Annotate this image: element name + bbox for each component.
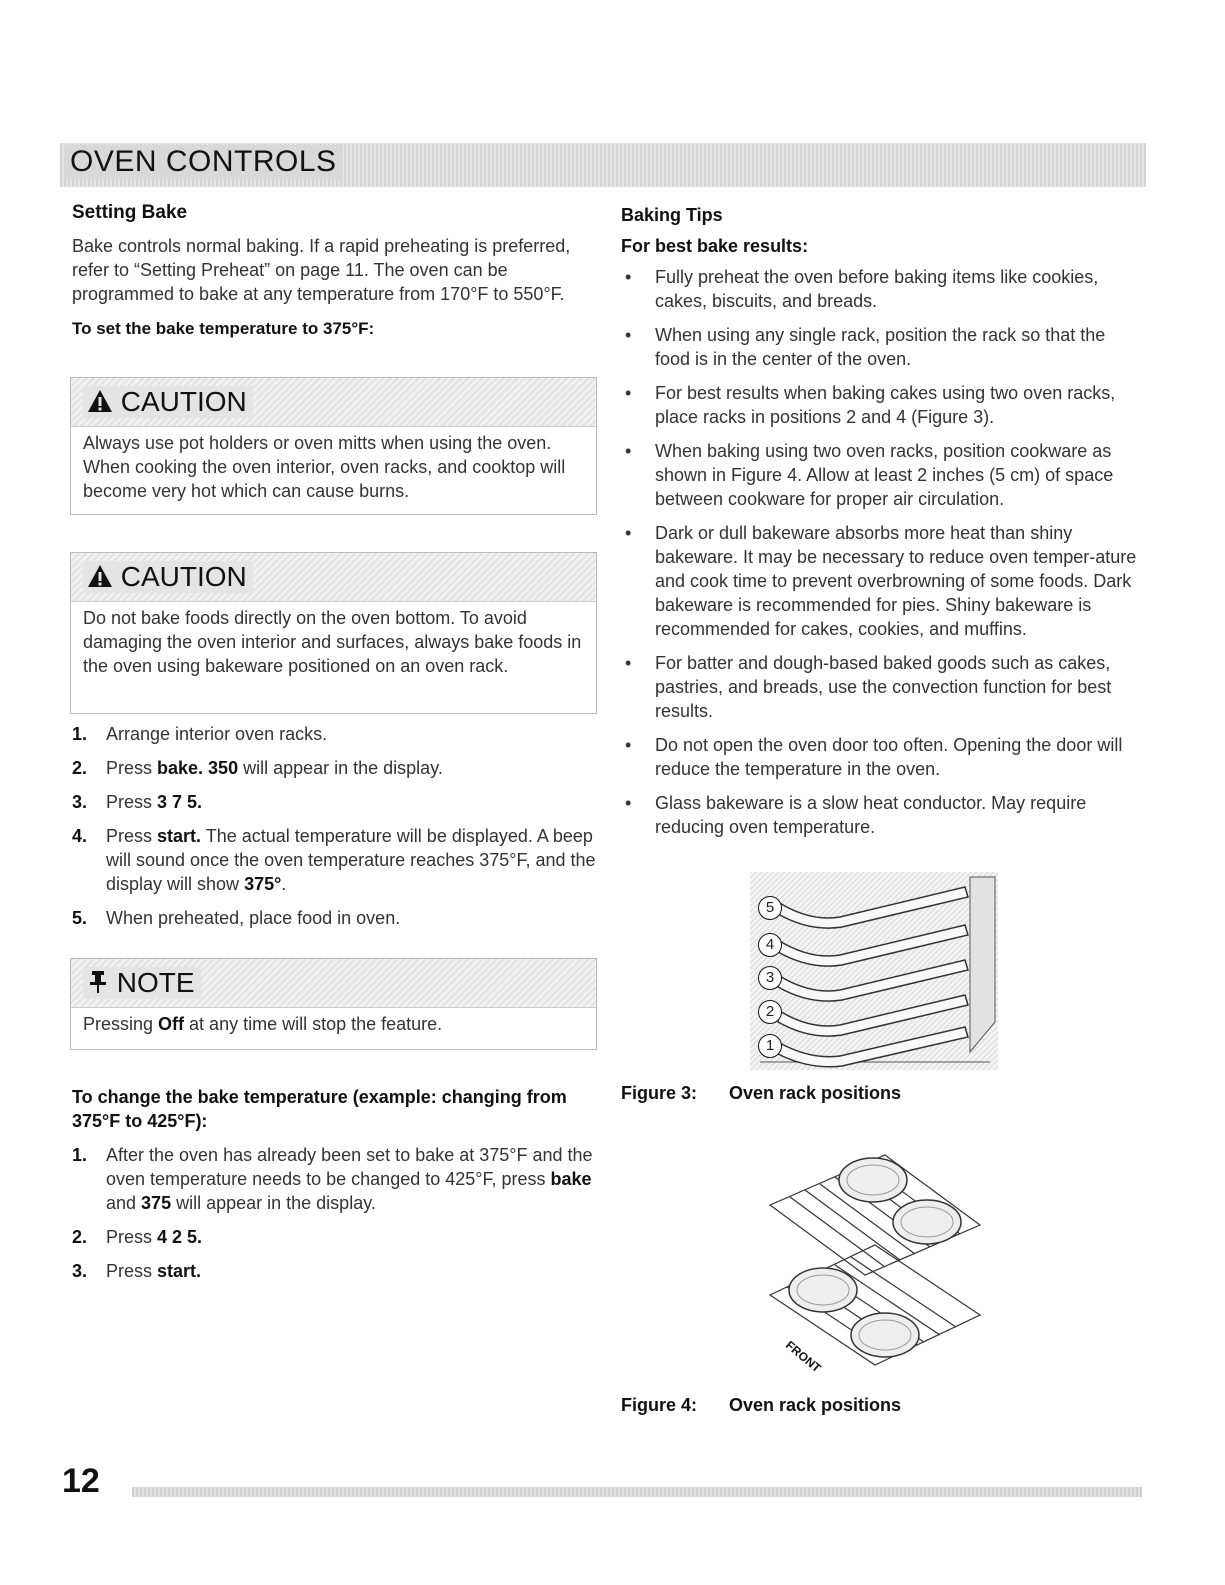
rack-position-label: 5 xyxy=(758,896,782,920)
best-results-heading: For best bake results: xyxy=(621,236,809,256)
note-text: Pressing Off at any time will stop the feature. xyxy=(71,1007,596,1044)
list-item: • When using any single rack, position the rack so that the food is in the center of the oven. xyxy=(625,325,1106,369)
list-item: 5. When preheated, place food in oven. xyxy=(72,908,401,928)
note-box xyxy=(70,958,597,1050)
warning-icon xyxy=(87,389,113,413)
caution-label: CAUTION xyxy=(83,561,253,593)
oven-rack-positions-illustration xyxy=(750,872,1000,1072)
list-item: 4. Press start. The actual temperature will be displayed. A beep will sound once the oven temperature reaches 375°F, and the display will show 375°. xyxy=(72,826,596,894)
note-label: NOTE xyxy=(83,967,201,999)
setting-bake-heading: Setting Bake xyxy=(72,202,188,223)
baking-tips-heading: Baking Tips xyxy=(621,205,723,225)
warning-icon xyxy=(87,564,113,588)
list-item: • For best results when baking cakes using two oven racks, place racks in positions 2 and 4 (Figure 3). xyxy=(625,383,1116,427)
list-item: • Glass bakeware is a slow heat conductor. May require reducing oven temperature. xyxy=(625,793,1087,837)
pushpin-icon xyxy=(87,970,109,994)
list-item: • When baking using two oven racks, position cookware as shown in Figure 4. Allow at least 2 inches (5 cm) of space between cookware for proper air circulation. xyxy=(625,441,1114,509)
change-temp-heading: To change the bake temperature (example: changing from 375°F to 425°F): xyxy=(72,1087,567,1131)
footer-bar xyxy=(132,1487,1142,1497)
two-rack-cookware-illustration xyxy=(765,1150,990,1375)
list-item: 1. After the oven has already been set to bake at 375°F and the oven temperature needs to be changed to 425°F, press bake and 375 will appear in the display. xyxy=(72,1145,593,1213)
list-item: 2. Press bake. 350 will appear in the display. xyxy=(72,758,443,778)
caution-label: CAUTION xyxy=(83,386,253,418)
caution-box-2 xyxy=(70,552,597,714)
figure-4-caption: Figure 4: Oven rack positions xyxy=(621,1395,902,1415)
rack-position-label: 3 xyxy=(758,966,782,990)
caution-header xyxy=(71,553,596,601)
page-number: 12 xyxy=(62,1462,100,1500)
set-temp-heading: To set the bake temperature to 375°F: xyxy=(72,319,375,338)
setting-bake-intro: Bake controls normal baking. If a rapid preheating is preferred, refer to “Setting Preheat” on page 11. The oven can be programmed to bake at any temperature from 170°F to 550°F. xyxy=(72,236,571,304)
note-header xyxy=(71,959,596,1007)
list-item: 1. Arrange interior oven racks. xyxy=(72,724,328,744)
section-banner xyxy=(60,143,1146,187)
front-label: FRONT xyxy=(783,1338,824,1376)
caution-header xyxy=(71,378,596,426)
change-temp-section xyxy=(72,1085,598,1293)
bake-steps xyxy=(72,722,598,940)
section-title: OVEN CONTROLS xyxy=(64,145,343,179)
rack-position-label: 4 xyxy=(758,933,782,957)
right-column xyxy=(621,204,1145,849)
left-column xyxy=(72,202,598,340)
list-item: • For batter and dough-based baked goods such as cakes, pastries, and breads, use the convection function for best results. xyxy=(625,653,1112,721)
list-item: • Do not open the oven door too often. Opening the door will reduce the temperature in the oven. xyxy=(625,735,1123,779)
caution-text: Always use pot holders or oven mitts when using the oven. When cooking the oven interior, oven racks, and cooktop will become very hot which can cause burns. xyxy=(71,426,596,511)
list-item: • Dark or dull bakeware absorbs more heat than shiny bakeware. It may be necessary to reduce oven temper-ature and cook time to prevent overbrowning of some foods. Dark bakeware is recommended for pies. Shiny bakeware is recommended for cakes, cookies, and muffins. xyxy=(625,523,1137,639)
caution-box-1 xyxy=(70,377,597,515)
caution-text: Do not bake foods directly on the oven bottom. To avoid damaging the oven interior and surfaces, always bake foods in the oven using bakeware positioned on an oven rack. xyxy=(71,601,596,686)
list-item: 3. Press 3 7 5. xyxy=(72,792,203,812)
rack-position-label: 2 xyxy=(758,1000,782,1024)
list-item: • Fully preheat the oven before baking items like cookies, cakes, biscuits, and breads. xyxy=(625,267,1099,311)
list-item: 3. Press start. xyxy=(72,1261,202,1281)
figure-3-caption: Figure 3: Oven rack positions xyxy=(621,1083,902,1103)
rack-position-label: 1 xyxy=(758,1034,782,1058)
list-item: 2. Press 4 2 5. xyxy=(72,1227,203,1247)
